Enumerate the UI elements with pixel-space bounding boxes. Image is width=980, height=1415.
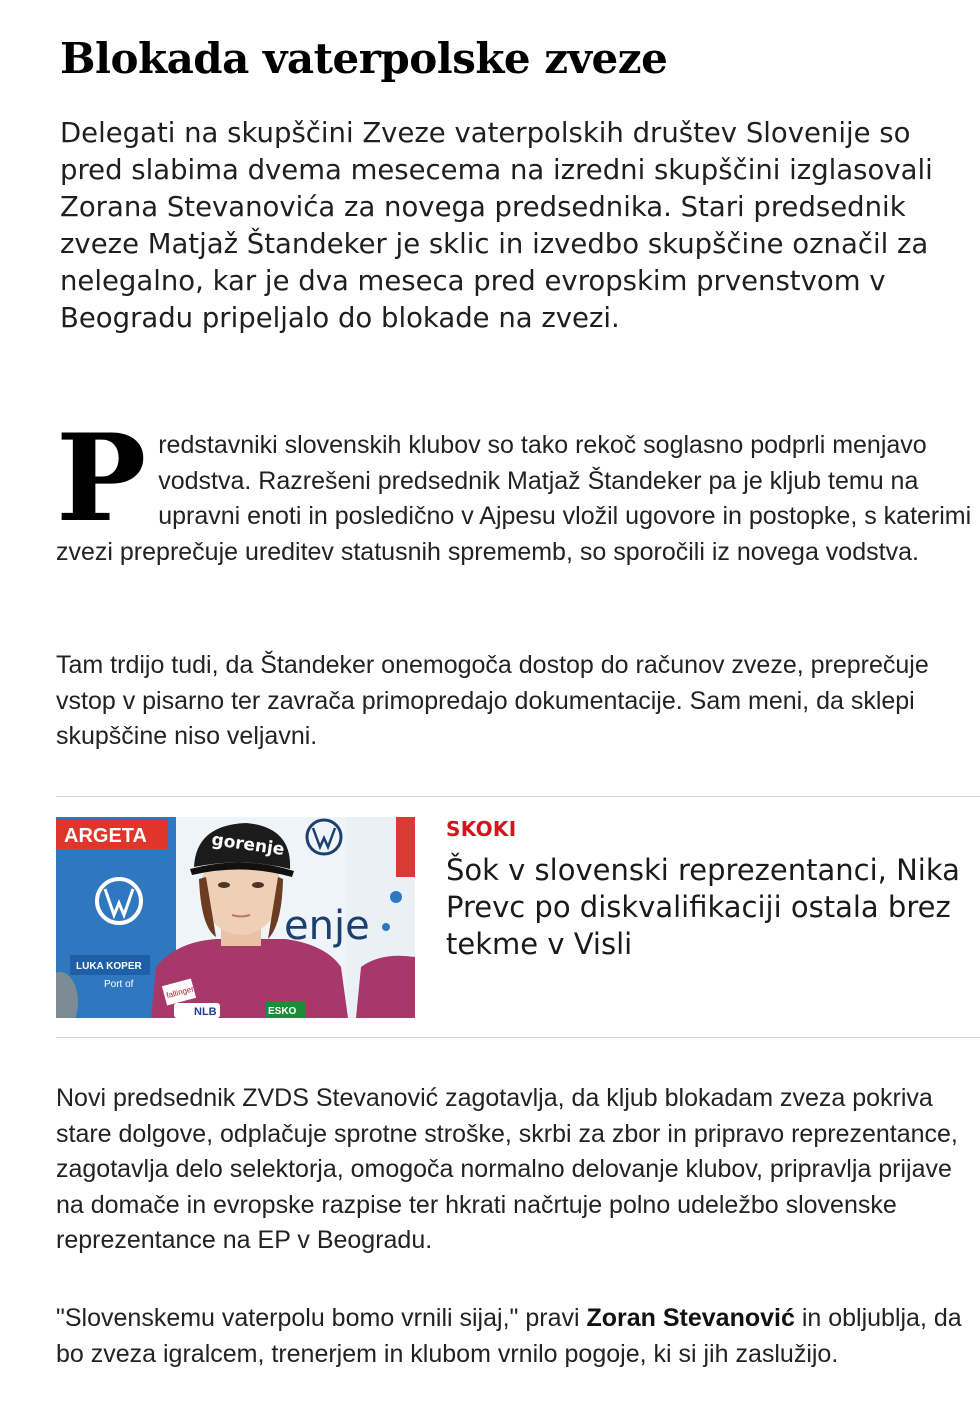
drop-cap: P [56, 408, 145, 549]
paragraph-4-quote: "Slovenskemu vaterpolu bomo vrnili sijaj," pravi [56, 1304, 587, 1332]
jacket-right-text: ESKO [268, 1006, 297, 1017]
banner-text: enje [284, 903, 370, 949]
related-article-image[interactable] [56, 817, 415, 1018]
related-article-category[interactable]: SKOKI [446, 817, 517, 841]
paragraph-1-text: redstavniki slovenskih klubov so tako rekoč soglasno podprli menjavo vodstva. Razrešeni predsednik Matjaž Štandeker pa je kljub temu na upravni enoti in posledično v Ajpesu vložil ugovore in postopke, s katerimi zvezi preprečuje ureditev statusnih sprememb, so sporočili iz novega vodstva. [56, 431, 972, 566]
paragraph-1 [56, 408, 976, 570]
sponsor-left-text: ARGETA [64, 825, 147, 847]
cap-text: gorenje [210, 829, 286, 860]
sign-text: LUKA KOPER [76, 961, 142, 972]
paragraph-4-rest: in obljublja, da bo zveza igralcem, trenerjem in klubom vrnilo pogoje, ki si jih zaslužijo. [56, 1304, 962, 1368]
jacket-left-text: fallinger [165, 984, 195, 1001]
related-article-card[interactable] [56, 796, 980, 1038]
person-name: Zoran Stevanović [586, 1304, 795, 1332]
sign-sub-text: Port of [104, 979, 134, 990]
jacket-nlb-text: NLB [194, 1006, 217, 1018]
paragraph-3: Novi predsednik ZVDS Stevanović zagotavlja, da kljub blokadam zveza pokriva stare dolgove, odplačuje sprotne stroške, skrbi za zbor in pripravo reprezentance, zagotavlja delo selektorja, omogoča normalno delovanje klubov, pripravlja prijave na domače in evropske razpise ter hkrati načrtuje polno udeležbo slovenske reprezentance na EP v Beogradu. [56, 1084, 958, 1254]
related-article-title[interactable]: Šok v slovenski reprezentanci, Nika Prevc po diskvalifikaciji ostala brez tekme v Visli [446, 853, 960, 961]
article-lead: Delegati na skupščini Zveze vaterpolskih društev Slovenije so pred slabima dvema mesecema na izredni skupščini izglasovali Zorana Stevanovića za novega predsednika. Stari predsednik zveze Matjaž Štandeker je sklic in izvedbo skupščine označil za nelegalno, kar je dva meseca pred evropskim prvenstvom v Beogradu pripeljalo do blokade na zvezi. [60, 117, 933, 334]
article-title: Blokada vaterpolske zveze [60, 34, 668, 83]
paragraph-2: Tam trdijo tudi, da Štandeker onemogoča dostop do računov zveze, preprečuje vstop v pisarno ter zavrača primopredajo dokumentacije. Sam meni, da sklepi skupščine niso veljavni. [56, 651, 929, 750]
paragraph-4 [56, 1301, 966, 1372]
